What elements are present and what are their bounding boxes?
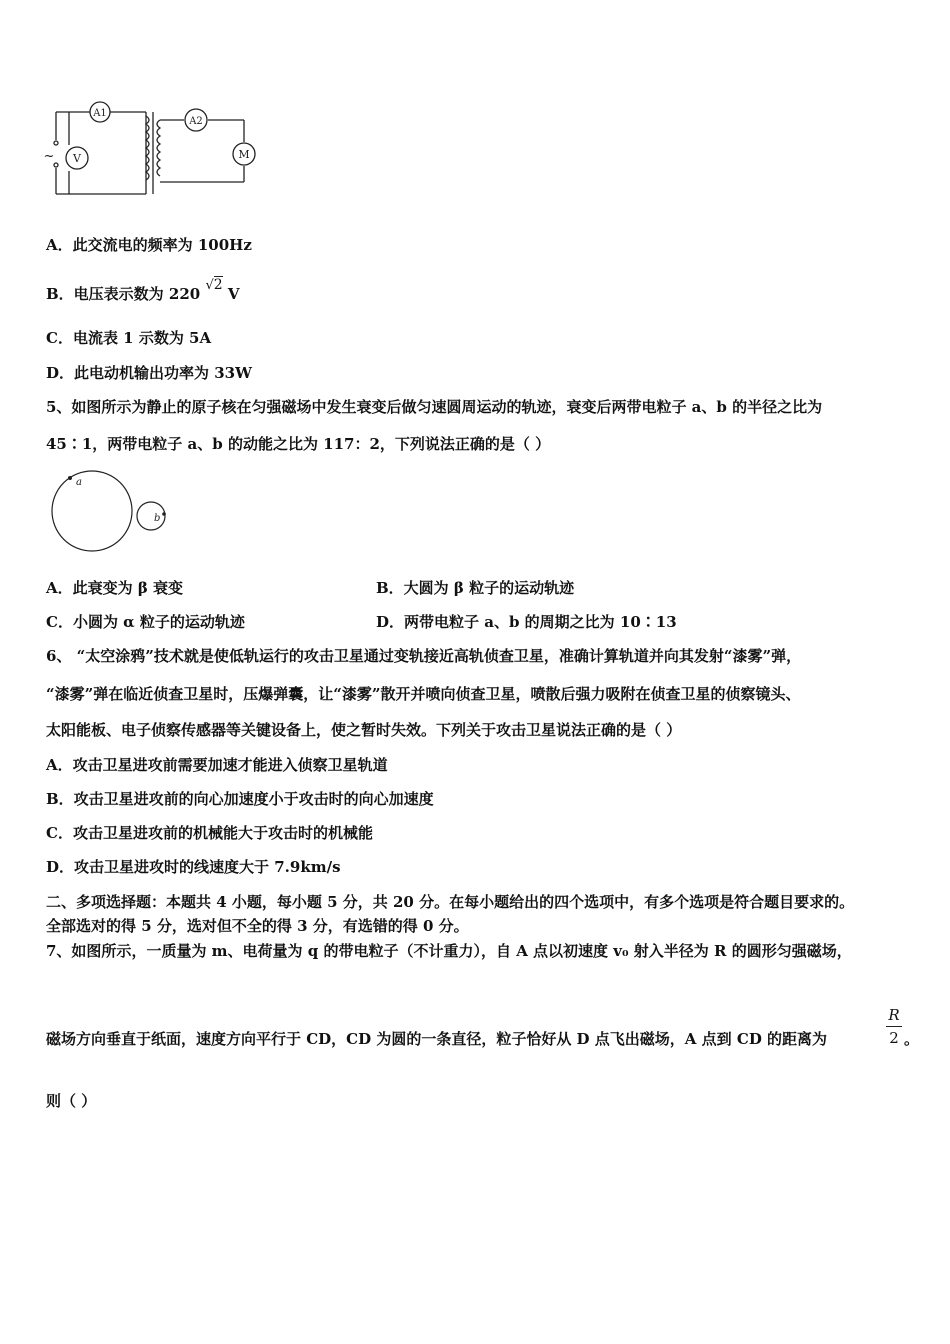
section2-heading-line2: 全部选对的得 5 分，选对但不全的得 3 分，有选错的得 0 分。 (46, 917, 469, 935)
q7-line2-period: 。 (904, 1030, 920, 1048)
ac-source-symbol: ~ (43, 149, 55, 164)
q5-option-a: A．此衰变为 β 衰变 (46, 579, 184, 597)
circles-diagram (48, 466, 173, 558)
q7-stem-line2: 磁场方向垂直于纸面，速度方向平行于 CD，CD 为圆的一条直径，粒子恰好从 D 点飞出磁场，A 点到 CD 的距离为 (46, 1030, 828, 1048)
q6-stem-line2: “漆雾”弹在临近侦查卫星时，压爆弹囊，让“漆雾”散开并喷向侦查卫星，喷散后强力吸附在侦查卫星的侦察镜头、 (46, 685, 801, 703)
q6-option-b: B．攻击卫星进攻前的向心加速度小于攻击时的向心加速度 (46, 790, 434, 808)
q4-option-b (46, 277, 240, 306)
section2-heading-line1: 二、多项选择题：本题共 4 小题，每小题 5 分，共 20 分。在每小题给出的四个选项中，有多个选项是符合题目要求的。 (46, 893, 855, 911)
q4-option-b-text: B．电压表示数为 220 (46, 285, 201, 303)
q7-stem-line3: 则（ ） (46, 1092, 97, 1110)
q5-stem-line2: 45∶1，两带电粒子 a、b 的动能之比为 117：2，下列说法正确的是（ ） (46, 435, 551, 453)
q4-option-c: C．电流表 1 示数为 5A (46, 329, 212, 347)
particle-b-dot (162, 512, 166, 516)
q6-option-a: A．攻击卫星进攻前需要加速才能进入侦察卫星轨道 (46, 756, 388, 774)
label-b: b (154, 513, 161, 524)
particle-a-dot (68, 476, 72, 480)
label-a: a (76, 477, 82, 488)
motor-icon (233, 143, 255, 165)
sqrt-radicand: 2 (213, 277, 223, 293)
voltmeter-label: V (73, 152, 81, 165)
ammeter-a1-label: A1 (93, 108, 107, 119)
small-circle-orbit (137, 502, 165, 530)
q5-option-b: B．大圆为 β 粒子的运动轨迹 (376, 579, 575, 597)
fraction-denominator: 2 (889, 1029, 899, 1047)
fraction-r-over-2 (884, 1006, 904, 1047)
q4-option-a: A．此交流电的频率为 100Hz (46, 236, 252, 254)
circuit-diagram (40, 98, 265, 202)
sqrt-two: √2 (205, 277, 223, 293)
large-circle-orbit (52, 471, 132, 551)
voltmeter-icon (66, 147, 88, 169)
q4-option-b-unit: V (227, 285, 240, 303)
q6-option-c: C．攻击卫星进攻前的机械能大于攻击时的机械能 (46, 824, 373, 842)
fraction-numerator: R (888, 1006, 900, 1024)
motor-label: M (238, 148, 250, 161)
q4-option-d: D．此电动机输出功率为 33W (46, 364, 252, 382)
q5-option-c: C．小圆为 α 粒子的运动轨迹 (46, 613, 245, 631)
q6-stem-line3: 太阳能板、电子侦察传感器等关键设备上，使之暂时失效。下列关于攻击卫星说法正确的是（ ） (46, 721, 682, 739)
q6-option-d: D．攻击卫星进攻时的线速度大于 7.9km/s (46, 858, 341, 876)
q7-stem-line1: 7、如图所示，一质量为 m、电荷量为 q 的带电粒子（不计重力），自 A 点以初速度 v₀ 射入半径为 R 的圆形匀强磁场， (46, 942, 852, 960)
ammeter-a1-icon (90, 102, 110, 122)
ammeter-a2-icon (185, 109, 207, 131)
q5-option-d: D．两带电粒子 a、b 的周期之比为 10∶13 (376, 613, 677, 631)
q6-stem-line1: 6、 “太空涂鸦”技术就是使低轨运行的攻击卫星通过变轨接近高轨侦查卫星，准确计算轨道并向其发射“漆雾”弹， (46, 647, 802, 665)
ammeter-a2-label: A2 (189, 116, 203, 127)
q5-stem-line1: 5、如图所示为静止的原子核在匀强磁场中发生衰变后做匀速圆周运动的轨迹，衰变后两带电粒子 a、b 的半径之比为 (46, 398, 823, 416)
